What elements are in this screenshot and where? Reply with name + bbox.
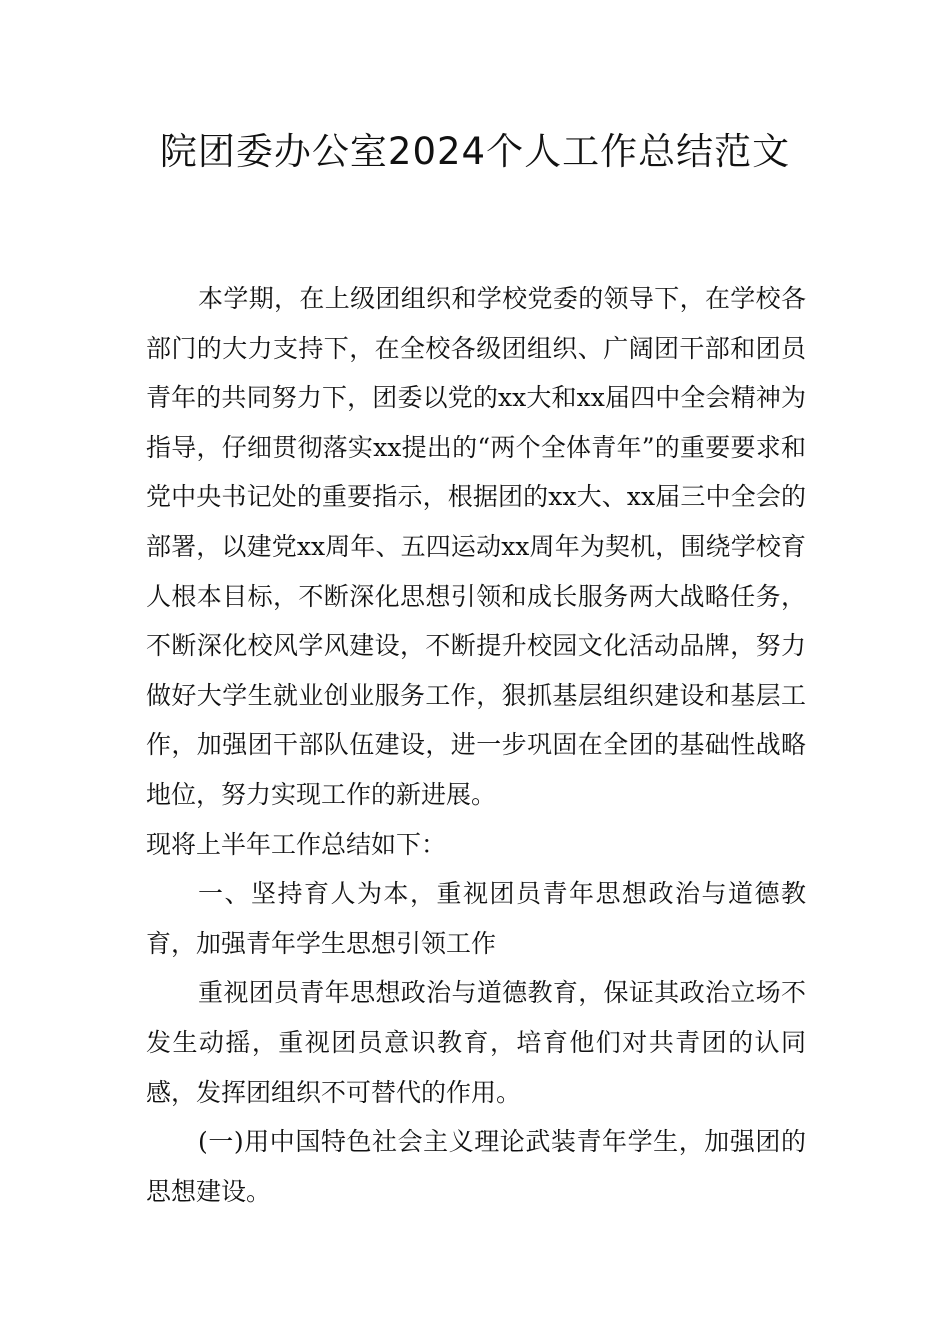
paragraph-intro: 本学期，在上级团组织和学校党委的领导下，在学校各部门的大力支持下，在全校各级团组织、广阔团干部和团员青年的共同努力下，团委以党的xx大和xx届四中全会精神为指导，仔细贯彻落实xx提出的“两个全体青年”的重要要求和党中央书记处的重要指示，根据团的xx大、xx届三中全会的部署，以建党xx周年、五四运动xx周年为契机，围绕学校育人根本目标，不断深化思想引领和成长服务两大战略任务，不断深化校风学风建设，不断提升校园文化活动品牌，努力做好大学生就业创业服务工作，狠抓基层组织建设和基层工作，加强团干部队伍建设，进一步巩固在全团的基础性战略地位，努力实现工作的新进展。: [146, 284, 806, 809]
paragraph-section-1: 重视团员青年思想政治与道德教育，保证其政治立场不发生动摇，重视团员意识教育，培育他们对共青团的认同感，发挥团组织不可替代的作用。: [146, 978, 806, 1107]
paragraph-summary-lead: 现将上半年工作总结如下：: [146, 829, 447, 859]
subsection-heading-1: (一)用中国特色社会主义理论武装青年学生，加强团的思想建设。: [146, 1127, 806, 1206]
document-title: 院团委办公室2024个人工作总结范文: [159, 130, 791, 173]
section-heading-1: 一、坚持育人为本，重视团员青年思想政治与道德教育，加强青年学生思想引领工作: [146, 879, 806, 958]
document-body: [146, 274, 806, 1216]
